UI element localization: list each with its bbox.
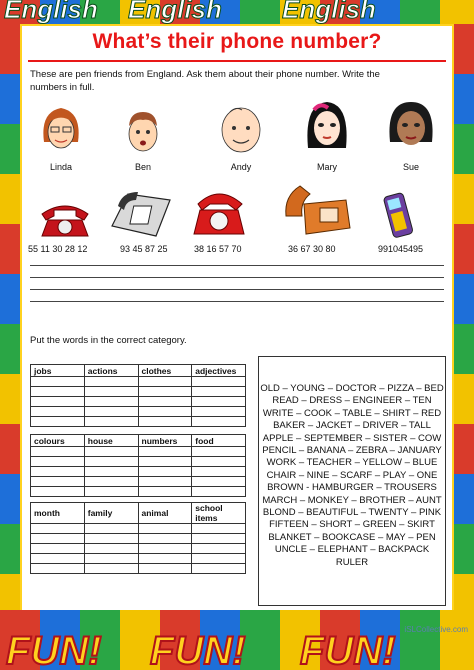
table-cell[interactable] [31, 554, 85, 564]
table-cell[interactable] [138, 377, 192, 387]
top-banner [0, 0, 474, 24]
word-box-line: UNCLE – ELEPHANT – BACKPACK [274, 544, 430, 556]
table-cell[interactable] [138, 564, 192, 574]
person-linda [26, 102, 96, 172]
word-box-line: FIFTEEN – SHORT – GREEN – SKIRT [269, 519, 435, 531]
table-cell[interactable] [192, 417, 246, 427]
table-header: house [84, 435, 138, 447]
category-table [30, 434, 246, 497]
phone-number: 36 67 30 80 [288, 244, 336, 254]
word-box-line: READ – DRESS – ENGINEER – TEN [272, 395, 432, 407]
table-header: animal [138, 503, 192, 524]
table-cell[interactable] [138, 477, 192, 487]
person-andy [206, 98, 276, 172]
table-cell[interactable] [138, 387, 192, 397]
word-box-line: RULER [335, 556, 369, 568]
title-divider [28, 60, 446, 62]
person-name: Andy [230, 162, 252, 172]
table-cell[interactable] [31, 457, 85, 467]
word-box-line: WRITE – COOK – TABLE – SHIRT – RED [262, 407, 442, 419]
table-cell[interactable] [192, 457, 246, 467]
table-header: month [31, 503, 85, 524]
word-box-line: BROWN - HAMBURGER – TROUSERS [267, 482, 437, 494]
table-cell[interactable] [192, 544, 246, 554]
table-cell[interactable] [31, 524, 85, 534]
table-cell[interactable] [84, 447, 138, 457]
person-name: Mary [317, 162, 337, 172]
table-cell[interactable] [84, 554, 138, 564]
table-header: family [84, 503, 138, 524]
phone-number: 93 45 87 25 [120, 244, 168, 254]
table-cell[interactable] [84, 397, 138, 407]
table-cell[interactable] [84, 534, 138, 544]
watermark: iSLCollective.com [404, 625, 468, 634]
word-box [258, 356, 446, 606]
phone-number: 55 11 30 28 12 [28, 244, 88, 254]
table-header: jobs [31, 365, 85, 377]
right-border [454, 24, 474, 610]
table-header: clothes [138, 365, 192, 377]
banner-word: FUN! [6, 629, 102, 670]
table-cell[interactable] [84, 487, 138, 497]
table-cell[interactable] [192, 554, 246, 564]
word-box-line: BLOND – BEAUTIFUL – TWENTY – PINK [262, 507, 442, 519]
table-cell[interactable] [31, 407, 85, 417]
table-cell[interactable] [84, 467, 138, 477]
table-cell[interactable] [84, 407, 138, 417]
left-border [0, 24, 20, 610]
answer-line[interactable] [30, 289, 444, 290]
person-sue [376, 98, 446, 172]
instruction-text: Put the words in the correct category. [30, 335, 187, 346]
table-cell[interactable] [31, 467, 85, 477]
table-header: food [192, 435, 246, 447]
table-cell[interactable] [192, 387, 246, 397]
table-cell[interactable] [31, 447, 85, 457]
instruction-text: These are pen friends from England. Ask them about their phone number. Write the [30, 69, 380, 80]
table-cell[interactable] [192, 564, 246, 574]
person-name: Sue [402, 162, 419, 172]
table-header: actions [84, 365, 138, 377]
table-cell[interactable] [84, 457, 138, 467]
phone-number: 38 16 57 70 [194, 244, 242, 254]
table-cell[interactable] [192, 447, 246, 457]
table-cell[interactable] [31, 477, 85, 487]
answer-line[interactable] [30, 301, 444, 302]
table-cell[interactable] [84, 377, 138, 387]
word-box-line: APPLE – SEPTEMBER – SISTER – COW [262, 432, 442, 444]
table-cell[interactable] [192, 477, 246, 487]
table-cell[interactable] [192, 534, 246, 544]
phone-number: 991045495 [378, 244, 424, 254]
table-cell[interactable] [31, 534, 85, 544]
table-cell[interactable] [31, 544, 85, 554]
table-cell[interactable] [138, 544, 192, 554]
table-cell[interactable] [138, 487, 192, 497]
page-title: What’s their phone number? [92, 30, 382, 53]
category-table [30, 502, 246, 574]
banner-word: English [282, 0, 376, 24]
table-cell[interactable] [138, 467, 192, 477]
table-cell[interactable] [31, 387, 85, 397]
table-cell[interactable] [192, 524, 246, 534]
word-box-line: OLD – YOUNG – DOCTOR – PIZZA – BED [260, 383, 444, 394]
category-table [30, 364, 246, 427]
table-cell[interactable] [192, 487, 246, 497]
person-mary [292, 98, 362, 172]
banner-word: FUN! [300, 629, 396, 670]
table-cell[interactable] [138, 407, 192, 417]
mobile-phone-icon [382, 184, 416, 242]
orange-telephone-icon [280, 176, 354, 240]
girl-face-icon [38, 102, 84, 160]
red-telephone-icon [36, 194, 94, 240]
girl-face-icon [302, 98, 352, 160]
table-cell[interactable] [138, 457, 192, 467]
table-header: numbers [138, 435, 192, 447]
table-cell[interactable] [138, 534, 192, 544]
word-box-line: PENCIL – BANANA – ZEBRA – JANUARY [262, 445, 442, 457]
banner-word: English [128, 0, 222, 24]
table-header: adjectives [192, 365, 246, 377]
answer-line[interactable] [30, 265, 444, 266]
banner-word: FUN! [150, 629, 246, 670]
word-box-line: MARCH – MONKEY – BROTHER – AUNT [262, 494, 442, 506]
table-cell[interactable] [192, 467, 246, 477]
table-cell[interactable] [192, 407, 246, 417]
table-header: school items [192, 503, 246, 524]
table-cell[interactable] [192, 397, 246, 407]
person-ben [108, 102, 178, 172]
table-cell[interactable] [84, 477, 138, 487]
table-cell[interactable] [31, 564, 85, 574]
table-cell[interactable] [31, 417, 85, 427]
table-cell[interactable] [138, 554, 192, 564]
table-cell[interactable] [31, 487, 85, 497]
office-telephone-icon [108, 186, 174, 242]
table-cell[interactable] [192, 377, 246, 387]
girl-face-icon [386, 98, 436, 160]
boy-face-icon [216, 98, 266, 160]
table-cell[interactable] [84, 564, 138, 574]
answer-line[interactable] [30, 277, 444, 278]
person-name: Ben [134, 162, 151, 172]
banner-word: English [4, 0, 98, 24]
table-cell[interactable] [84, 417, 138, 427]
table-cell[interactable] [84, 544, 138, 554]
word-box-line: BAKER – JACKET – DRIVER – TALL [273, 420, 431, 432]
table-cell[interactable] [84, 524, 138, 534]
table-cell[interactable] [31, 377, 85, 387]
table-cell[interactable] [84, 387, 138, 397]
bottom-banner [0, 610, 474, 670]
word-box-line: WORK – TEACHER – YELLOW – BLUE [266, 457, 438, 469]
word-box-line: BLANKET – BOOKCASE – MAY – PEN [268, 531, 436, 543]
worksheet [22, 26, 452, 610]
table-cell[interactable] [31, 397, 85, 407]
person-name: Linda [49, 162, 73, 172]
table-cell[interactable] [138, 417, 192, 427]
word-box-line: CHAIR – NINE – SCARF – PLAY – ONE [266, 469, 438, 481]
table-cell[interactable] [138, 397, 192, 407]
table-header: colours [31, 435, 85, 447]
boy-face-icon [120, 102, 166, 160]
table-cell[interactable] [138, 447, 192, 457]
table-cell[interactable] [138, 524, 192, 534]
red-telephone-icon [190, 182, 248, 240]
instruction-text: numbers in full. [30, 82, 95, 93]
